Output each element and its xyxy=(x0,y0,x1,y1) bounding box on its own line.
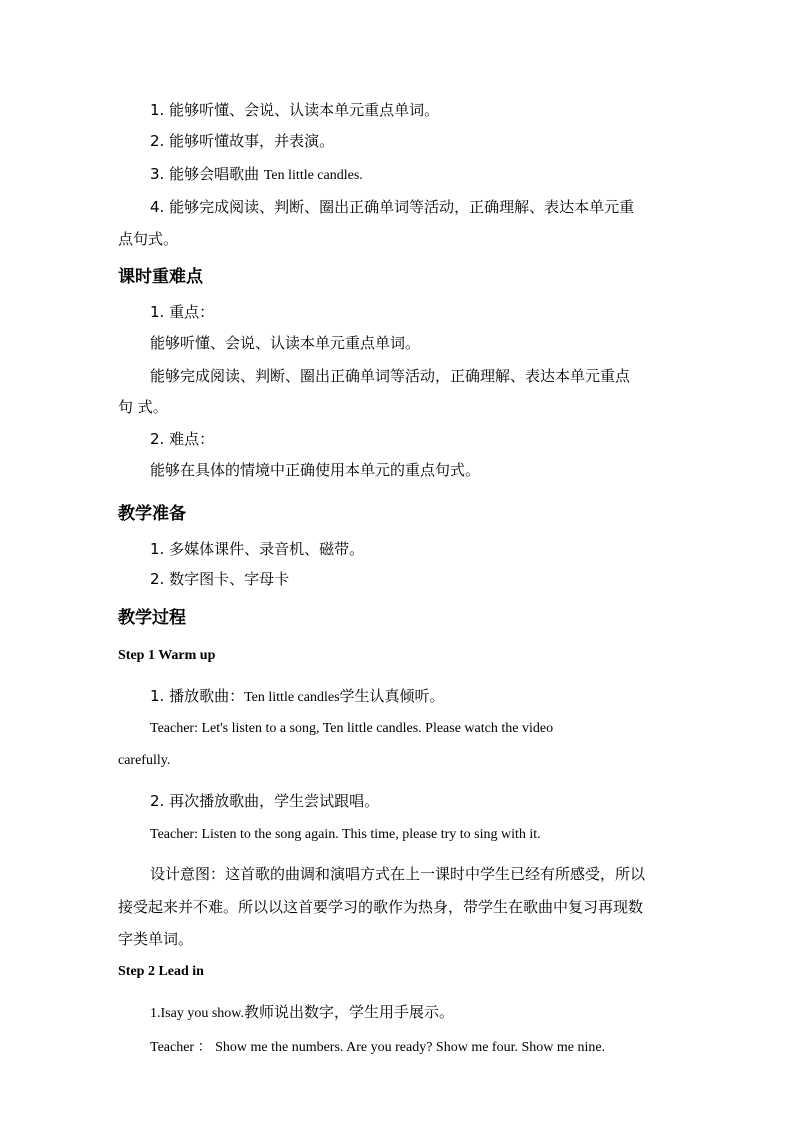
focus-item-2-line1: 能够完成阅读、判断、圈出正确单词等活动，正确理解、表达本单元重点 xyxy=(150,367,631,385)
preparation-item-1: 1. 多媒体课件、录音机、磁带。 xyxy=(150,540,365,558)
heading-process: 教学过程 xyxy=(118,608,186,628)
objective-2: 2. 能够听懂故事，并表演。 xyxy=(150,132,335,150)
focus-label: 1. 重点： xyxy=(150,303,215,321)
heading-preparation: 教学准备 xyxy=(118,504,186,524)
focus-item-1: 能够听懂、会说、认读本单元重点单词。 xyxy=(150,334,421,352)
preparation-item-2: 2. 数字图卡、字母卡 xyxy=(150,570,290,588)
difficult-label: 2. 难点： xyxy=(150,430,215,448)
objective-4-line2: 点句式。 xyxy=(118,230,179,248)
heading-key-points: 课时重难点 xyxy=(118,267,203,287)
step-1-title: Step 1 Warm up xyxy=(118,648,216,663)
step-2-title: Step 2 Lead in xyxy=(118,964,204,979)
step-1-item-2: 2. 再次播放歌曲，学生尝试跟唱。 xyxy=(150,792,380,810)
focus-item-2-line2: 句 式。 xyxy=(118,398,168,416)
step-2-item-1-prefix: 1.Isay you show. xyxy=(150,1006,244,1021)
objective-3 xyxy=(150,164,363,186)
objective-4-line1: 4. 能够完成阅读、判断、圈出正确单词等活动，正确理解、表达本单元重 xyxy=(150,198,635,216)
step-1-item-1 xyxy=(150,686,445,708)
design-intent-line1: 设计意图：这首歌的曲调和演唱方式在上一课时中学生已经有所感受，所以 xyxy=(150,865,646,883)
step-1-item-1-song: Ten little candles xyxy=(244,690,340,705)
step-2-item-1-suffix: 教师说出数字，学生用手展示。 xyxy=(243,1003,454,1021)
objective-3-song: Ten little candles. xyxy=(263,168,363,183)
step-1-teacher-2: Teacher: Listen to the song again. This time, please try to sing with it. xyxy=(150,827,541,842)
objective-1: 1. 能够听懂、会说、认读本单元重点单词。 xyxy=(150,101,440,119)
step-2-item-1 xyxy=(150,1002,454,1024)
step-1-teacher-1-line2: carefully. xyxy=(118,753,171,768)
objective-3-text: 3. 能够会唱歌曲 xyxy=(150,165,264,183)
step-1-item-1-suffix: 学生认真倾听。 xyxy=(339,687,445,705)
difficult-item-1: 能够在具体的情境中正确使用本单元的重点句式。 xyxy=(150,461,481,479)
design-intent-line3: 字类单词。 xyxy=(118,930,194,948)
step-2-teacher-1: Teacher ： Show me the numbers. Are you ready? Show me four. Show me nine. xyxy=(150,1040,606,1055)
design-intent-line2: 接受起来并不难。所以以这首要学习的歌作为热身，带学生在歌曲中复习再现数 xyxy=(118,898,644,916)
step-1-item-1-prefix: 1. 播放歌曲： xyxy=(150,687,245,705)
step-1-teacher-1-line1: Teacher: Let's listen to a song, Ten little candles. Please watch the video xyxy=(150,721,554,736)
